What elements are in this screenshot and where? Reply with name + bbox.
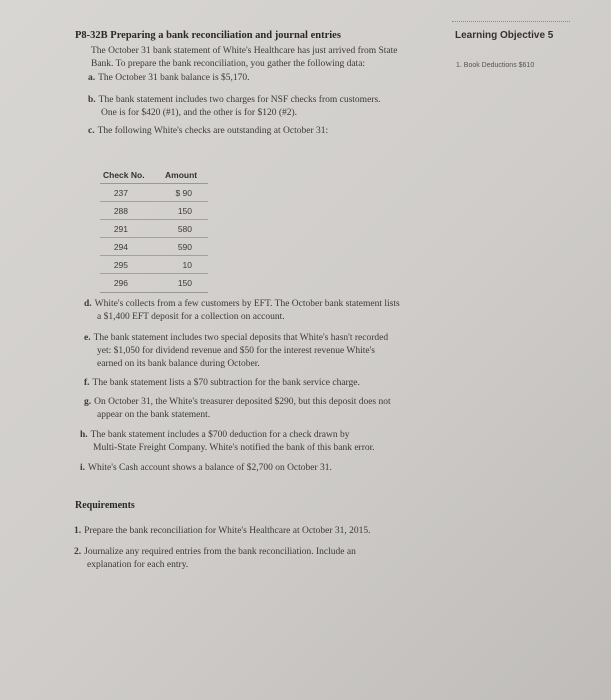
requirement-1-text: Prepare the bank reconciliation for White's Healthcare at October 31, 2015.	[84, 526, 371, 536]
requirement-2	[74, 546, 356, 559]
item-a-label: a.	[88, 73, 96, 83]
item-b-label: b.	[88, 95, 96, 105]
item-e-text-3: earned on its bank balance during October.	[97, 359, 260, 369]
item-c-text: The following White's checks are outstanding at October 31:	[97, 126, 329, 136]
item-d	[84, 298, 400, 311]
item-e-text-2: yet: $1,050 for dividend revenue and $50 for the interest revenue White's	[97, 346, 376, 356]
table-row-rule	[100, 273, 208, 274]
table-row-4-check: 294	[113, 242, 128, 252]
item-d-text-2: a $1,400 EFT deposit for a collection on account.	[97, 312, 285, 322]
item-i-label: i.	[80, 463, 86, 473]
table-header-rule	[100, 183, 208, 184]
requirements-heading: Requirements	[75, 500, 135, 511]
table-header-amount: Amount	[165, 170, 198, 180]
item-d-text-1: White's collects from a few customers by EFT. The October bank statement lists	[94, 299, 400, 309]
table-row-1-check: 237	[113, 188, 128, 198]
item-h	[80, 429, 349, 442]
table-bottom-rule	[100, 292, 208, 293]
item-e-label: e.	[84, 333, 91, 343]
table-row-rule	[100, 255, 208, 256]
table-row-2-amount: 150	[177, 206, 192, 216]
requirement-1-label: 1.	[74, 526, 82, 536]
table-row-6-amount: 150	[177, 278, 192, 288]
table-row-rule	[100, 237, 208, 238]
item-d-label: d.	[84, 299, 92, 309]
requirement-1	[74, 525, 371, 538]
item-i	[80, 462, 332, 475]
table-row-rule	[100, 201, 208, 202]
item-c	[88, 125, 328, 138]
item-b-text-1: The bank statement includes two charges for NSF checks from customers.	[98, 95, 381, 105]
table-row-3-amount: 580	[177, 224, 192, 234]
sidebar-rule	[452, 21, 570, 22]
table-row-6-check: 296	[113, 278, 128, 288]
item-g-text-2: appear on the bank statement.	[97, 410, 211, 420]
item-f	[84, 377, 360, 390]
table-row-5-check: 295	[113, 260, 128, 270]
learning-objective-title: Learning Objective 5	[455, 30, 554, 41]
item-g-text-1: On October 31, the White's treasurer deposited $290, but this deposit does not	[94, 397, 391, 407]
item-g	[84, 396, 391, 409]
table-row-rule	[100, 219, 208, 220]
item-h-text-2: Multi-State Freight Company. White's notified the bank of this bank error.	[93, 443, 375, 453]
intro-line-1: The October 31 bank statement of White's Healthcare has just arrived from State	[91, 46, 398, 56]
table-row-2-check: 288	[113, 206, 128, 216]
table-row-5-amount: 10	[182, 260, 192, 270]
table-row-1-amount: $ 90	[175, 188, 192, 198]
requirement-2-label: 2.	[74, 547, 82, 557]
item-a	[88, 72, 250, 85]
item-h-text-1: The bank statement includes a $700 deduction for a check drawn by	[90, 430, 350, 440]
table-row-4-amount: 590	[177, 242, 192, 252]
item-f-text: The bank statement lists a $70 subtraction for the bank service charge.	[92, 378, 360, 388]
item-i-text: White's Cash account shows a balance of $2,700 on October 31.	[88, 463, 332, 473]
item-c-label: c.	[88, 126, 95, 136]
item-b	[88, 94, 381, 107]
problem-heading: P8-32B Preparing a bank reconciliation and journal entries	[75, 30, 341, 41]
table-header-check-no: Check No.	[103, 170, 145, 180]
item-h-label: h.	[80, 430, 88, 440]
item-e-text-1: The bank statement includes two special deposits that White's hasn't recorded	[93, 333, 389, 343]
intro-line-2: Bank. To prepare the bank reconciliation, you gather the following data:	[91, 59, 366, 69]
item-b-text-2: One is for $420 (#1), and the other is for $120 (#2).	[101, 108, 298, 118]
table-row-3-check: 291	[113, 224, 128, 234]
learning-objective-item: 1. Book Deductions $610	[456, 62, 535, 69]
item-e	[84, 332, 388, 345]
item-f-label: f.	[84, 378, 90, 388]
item-a-text: The October 31 bank balance is $5,170.	[98, 73, 250, 83]
item-g-label: g.	[84, 397, 92, 407]
requirement-2-text-1: Journalize any required entries from the bank reconciliation. Include an	[84, 547, 356, 557]
requirement-2-text-2: explanation for each entry.	[87, 560, 189, 570]
